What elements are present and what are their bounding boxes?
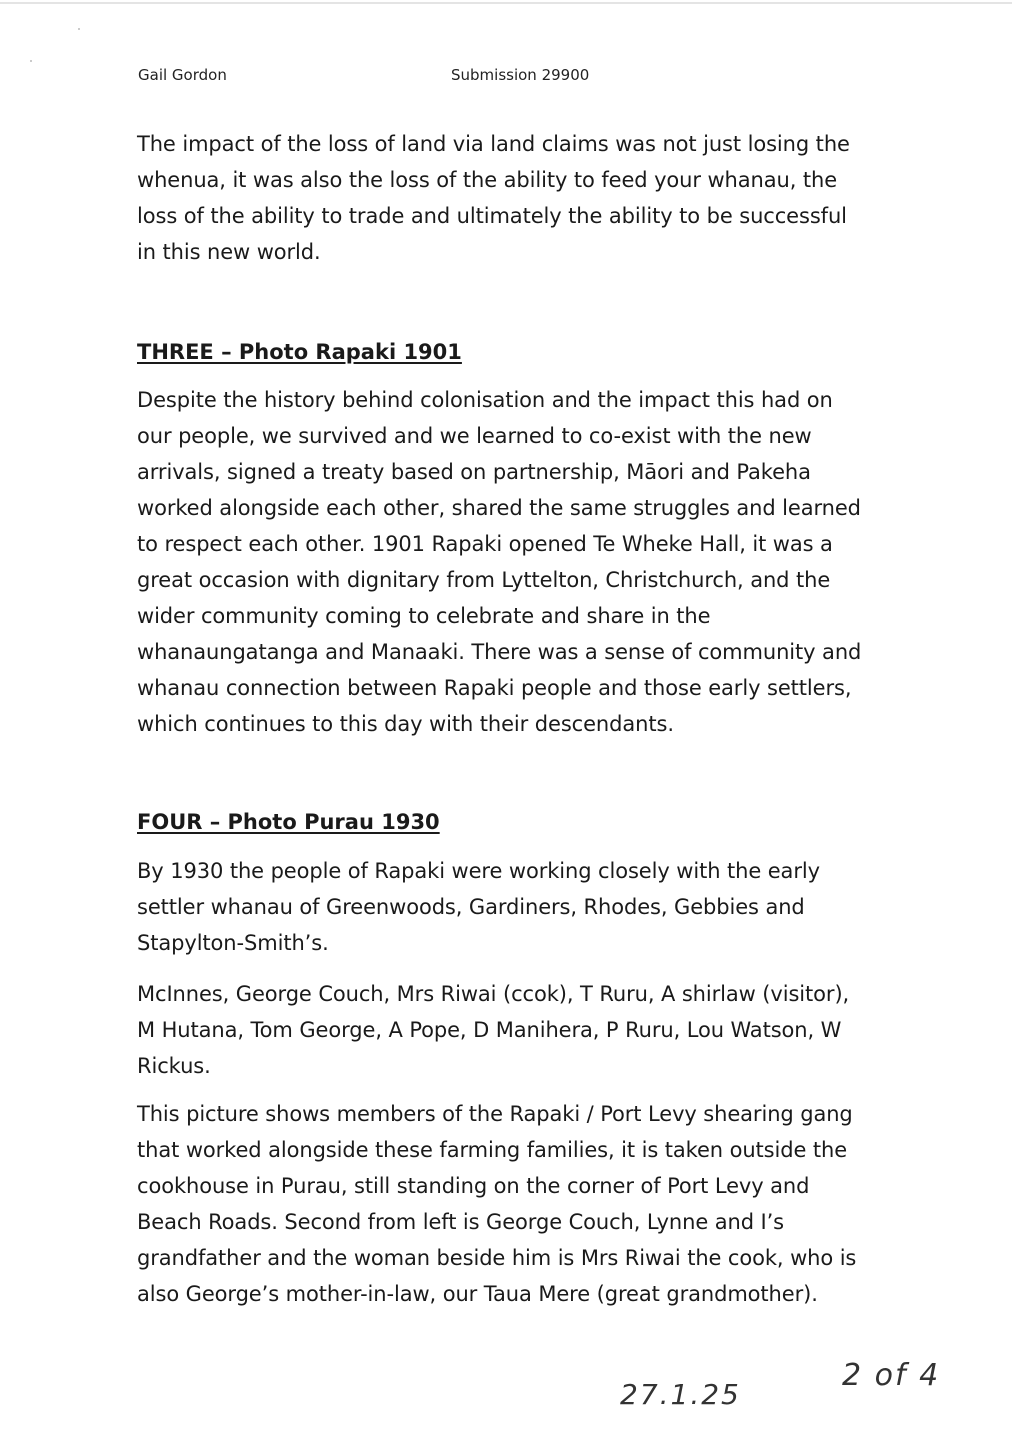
section-four-body-1 bbox=[137, 853, 907, 961]
scan-edge-line bbox=[0, 2, 1012, 4]
section-three-paragraph: Despite the history behind colonisation and the impact this had on our people, we survived and we learned to co-exist with the new arrivals, signed a treaty based on partnership, Māori and Pakeha worked alongside each other, shared the same struggles and learned to respect each other. 1901 Rapaki opened Te Wheke Hall, it was a great occasion with dignitary from Lyttelton, Christchurch, and the wider community coming to celebrate and share in the whanaungatanga and Manaaki. There was a sense of community and whanau connection between Rapaki people and those early settlers, which continues to this day with their descendants. bbox=[137, 388, 862, 736]
handwritten-page-number: 2 of 4 bbox=[842, 1358, 941, 1393]
intro-section bbox=[137, 126, 907, 270]
header-author: Gail Gordon bbox=[138, 66, 227, 84]
scan-speck bbox=[78, 28, 80, 30]
section-four-heading: FOUR – Photo Purau 1930 bbox=[137, 810, 440, 834]
section-four bbox=[137, 807, 907, 837]
section-three-body bbox=[137, 382, 907, 742]
section-four-body-2 bbox=[137, 976, 907, 1084]
section-four-body-3 bbox=[137, 1096, 907, 1312]
section-four-paragraph-3: This picture shows members of the Rapaki / Port Levy shearing gang that worked alongside these farming families, it is taken outside the cookhouse in Purau, still standing on the corner of Port Levy and Beach Roads. Second from left is George Couch, Lynne and I’s grandfather and the woman beside him is Mrs Riwai the cook, who is also George’s mother-in-law, our Taua Mere (great grandmother). bbox=[137, 1102, 857, 1306]
section-four-paragraph-1: By 1930 the people of Rapaki were working closely with the early settler whanau of Greenwoods, Gardiners, Rhodes, Gebbies and Stapylton-Smith’s. bbox=[137, 859, 820, 955]
header-submission: Submission 29900 bbox=[451, 66, 590, 84]
section-four-paragraph-2: McInnes, George Couch, Mrs Riwai (ccok), T Ruru, A shirlaw (visitor), M Hutana, Tom George, A Pope, D Manihera, P Ruru, Lou Watson, W Rickus. bbox=[137, 982, 850, 1078]
intro-paragraph: The impact of the loss of land via land claims was not just losing the whenua, it was also the loss of the ability to feed your whanau, the loss of the ability to trade and ultimately the ability to be successful in this new world. bbox=[137, 132, 850, 264]
scan-speck bbox=[30, 60, 32, 62]
section-three bbox=[137, 337, 907, 367]
handwritten-date: 27.1.25 bbox=[620, 1378, 741, 1411]
section-three-heading: THREE – Photo Rapaki 1901 bbox=[137, 340, 462, 364]
